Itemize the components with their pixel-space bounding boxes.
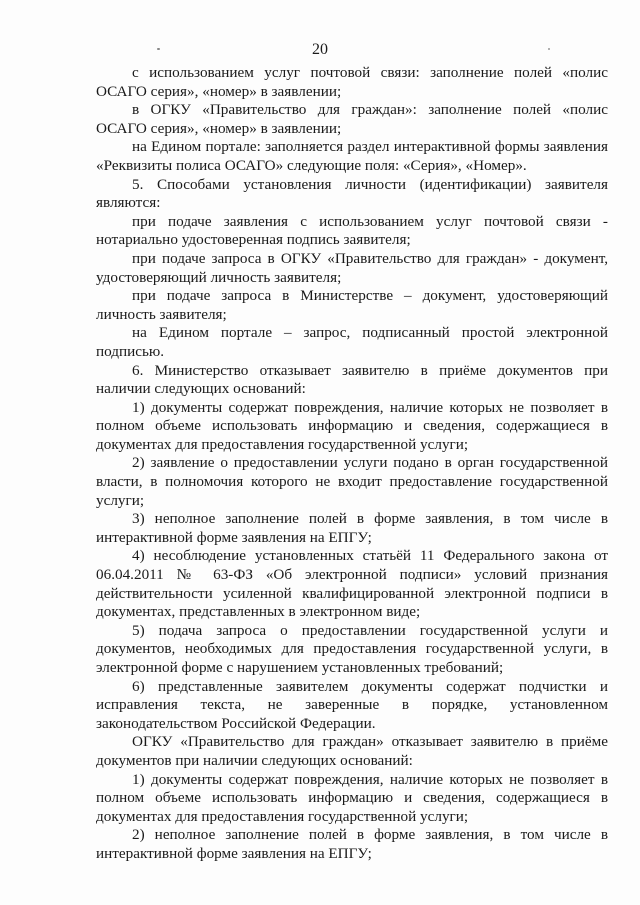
paragraph-ogku-refusal: ОГКУ «Правительство для граждан» отказывает заявителю в приёме документов при наличии следующих оснований:: [96, 733, 608, 769]
paragraph-ministry-reason-5: 5) подача запроса о предоставлении государственной услуги и документов, необходимых для предоставления государственной услуги, в электронной форме с нарушением установленных требований;: [96, 621, 608, 676]
paragraph-portal-osago: на Едином портале: заполняется раздел интерактивной формы заявления «Реквизиты полиса ОСАГО» следующие поля: «Серия», «Номер».: [96, 138, 608, 174]
paragraph-postal-osago: с использованием услуг почтовой связи: заполнение полей «полис ОСАГО серия», «номер» в заявлении;: [96, 64, 608, 100]
paragraph-postal-identity: при подаче заявления с использованием услуг почтовой связи - нотариально удостоверенная подпись заявителя;: [96, 212, 608, 249]
paragraph-ministry-identity: при подаче запроса в Министерстве – документ, удостоверяющий личность заявителя;: [96, 287, 608, 323]
paragraph-ogku-reason-1: 1) документы содержат повреждения, наличие которых не позволяет в полном объеме использовать информацию и сведения, содержащиеся в документах для предоставления государственной услуги;: [96, 770, 608, 825]
paragraph-ministry-reason-3: 3) неполное заполнение полей в форме заявления, в том числе в интерактивной форме заявления на ЕПГУ;: [96, 510, 608, 546]
paragraph-ogku-identity: при подаче запроса в ОГКУ «Правительство для граждан» - документ, удостоверяющий личность заявителя;: [96, 249, 608, 286]
paragraph-ministry-reason-1: 1) документы содержат повреждения, наличие которых не позволяет в полном объеме использовать информацию и сведения, содержащиеся в документах для предоставления государственной услуги;: [96, 398, 608, 453]
paragraph-portal-identity: на Едином портале – запрос, подписанный простой электронной подписью.: [96, 324, 608, 360]
paragraph-ministry-reason-6: 6) представленные заявителем документы содержат подчистки и исправления текста, не заверенные в порядке, установленном законодательством Российской Федерации.: [96, 677, 608, 732]
paragraph-item-6: 6. Министерство отказывает заявителю в приёме документов при наличии следующих оснований:: [96, 361, 608, 398]
paragraph-ministry-reason-4: 4) несоблюдение установленных статьёй 11 Федерального закона от 06.04.2011 № 63-ФЗ «Об электронной подписи» условий признания действительности усиленной квалифицированной электронной подписи в документах, представленных в электронном виде;: [96, 547, 608, 621]
paragraph-ogku-reason-2: 2) неполное заполнение полей в форме заявления, в том числе в интерактивной форме заявления на ЕПГУ;: [96, 826, 608, 862]
paragraph-ministry-reason-2: 2) заявление о предоставлении услуги подано в орган государственной власти, в полномочия которого не входит предоставление государственной услуги;: [96, 454, 608, 509]
paragraph-ogku-osago: в ОГКУ «Правительство для граждан»: заполнение полей «полис ОСАГО серия», «номер» в заявлении;: [96, 101, 608, 137]
page-number: 20: [312, 41, 328, 58]
paragraph-item-5: 5. Способами установления личности (идентификации) заявителя являются:: [96, 175, 608, 212]
document-body: [96, 64, 608, 864]
